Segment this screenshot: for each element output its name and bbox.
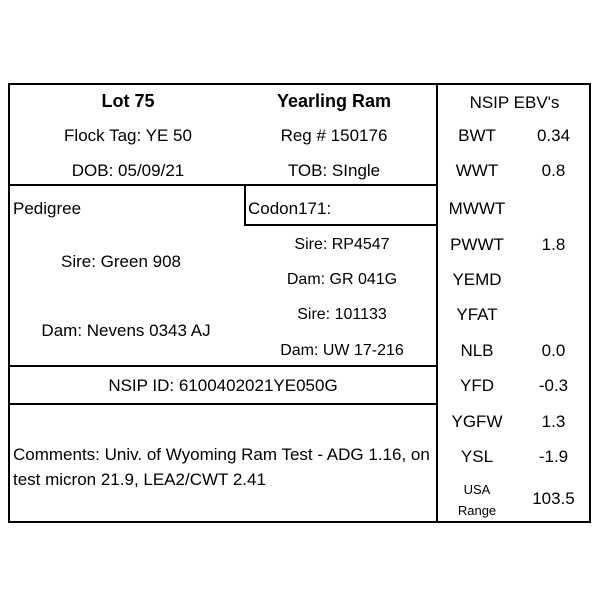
flock-tag: Flock Tag: YE 50 (64, 126, 192, 145)
sire-sire: Sire: RP4547 (294, 236, 390, 253)
ebv-label-ygfw: YGFW (451, 412, 503, 431)
codon-divider-bottom (244, 224, 436, 226)
ebv-value-nlb: 0.0 (541, 341, 566, 360)
ebv-title: NSIP EBV's (469, 93, 560, 112)
dam-name: Dam: Nevens 0343 AJ (41, 321, 211, 340)
ebv-label-yfat: YFAT (456, 305, 498, 324)
lot-number: Lot 75 (101, 91, 155, 111)
ebv-label-mwwt: MWWT (448, 199, 506, 218)
ebv-value-pwwt: 1.8 (541, 235, 566, 254)
ebv-label-ysl: YSL (460, 447, 494, 466)
pedigree-label: Pedigree (13, 199, 82, 218)
usa-range-label-2: Range (457, 503, 497, 518)
ebv-value-bwt: 0.34 (536, 126, 571, 145)
usa-range-value: 103.5 (532, 489, 575, 508)
nsip-divider (10, 403, 436, 405)
ebv-label-nlb: NLB (460, 341, 494, 360)
ebv-label-pwwt: PWWT (450, 235, 504, 254)
ebv-label-yemd: YEMD (452, 270, 502, 289)
sire-name: Sire: Green 908 (60, 252, 181, 271)
pedigree-divider (10, 365, 436, 367)
dam-sire: Sire: 101133 (297, 306, 387, 323)
ebv-value-wwt: 0.8 (541, 161, 566, 180)
ebv-value-ygfw: 1.3 (541, 412, 566, 431)
dam-dam: Dam: UW 17-216 (280, 342, 404, 359)
codon-divider-left (244, 184, 246, 226)
registration-number: Reg # 150176 (280, 126, 388, 145)
codon-label: Codon171: (248, 199, 332, 218)
sire-dam: Dam: GR 041G (286, 271, 398, 288)
usa-range-label-1: USA (463, 482, 491, 497)
ram-info-card (8, 83, 591, 523)
ebv-value-yfd: -0.3 (538, 376, 569, 395)
header-divider (10, 184, 436, 186)
date-of-birth: DOB: 05/09/21 (71, 161, 185, 180)
ebv-label-yfd: YFD (460, 376, 494, 395)
animal-type: Yearling Ram (276, 91, 392, 111)
ebv-label-wwt: WWT (455, 161, 499, 180)
comments: Comments: Univ. of Wyoming Ram Test - ADG 1.16, on test micron 21.9, LEA2/CWT 2.41 (13, 445, 430, 489)
ebv-value-ysl: -1.9 (538, 447, 569, 466)
type-of-birth: TOB: SIngle (287, 161, 381, 180)
nsip-id: NSIP ID: 6100402021YE050G (108, 376, 338, 395)
ebv-label-bwt: BWT (458, 126, 496, 145)
